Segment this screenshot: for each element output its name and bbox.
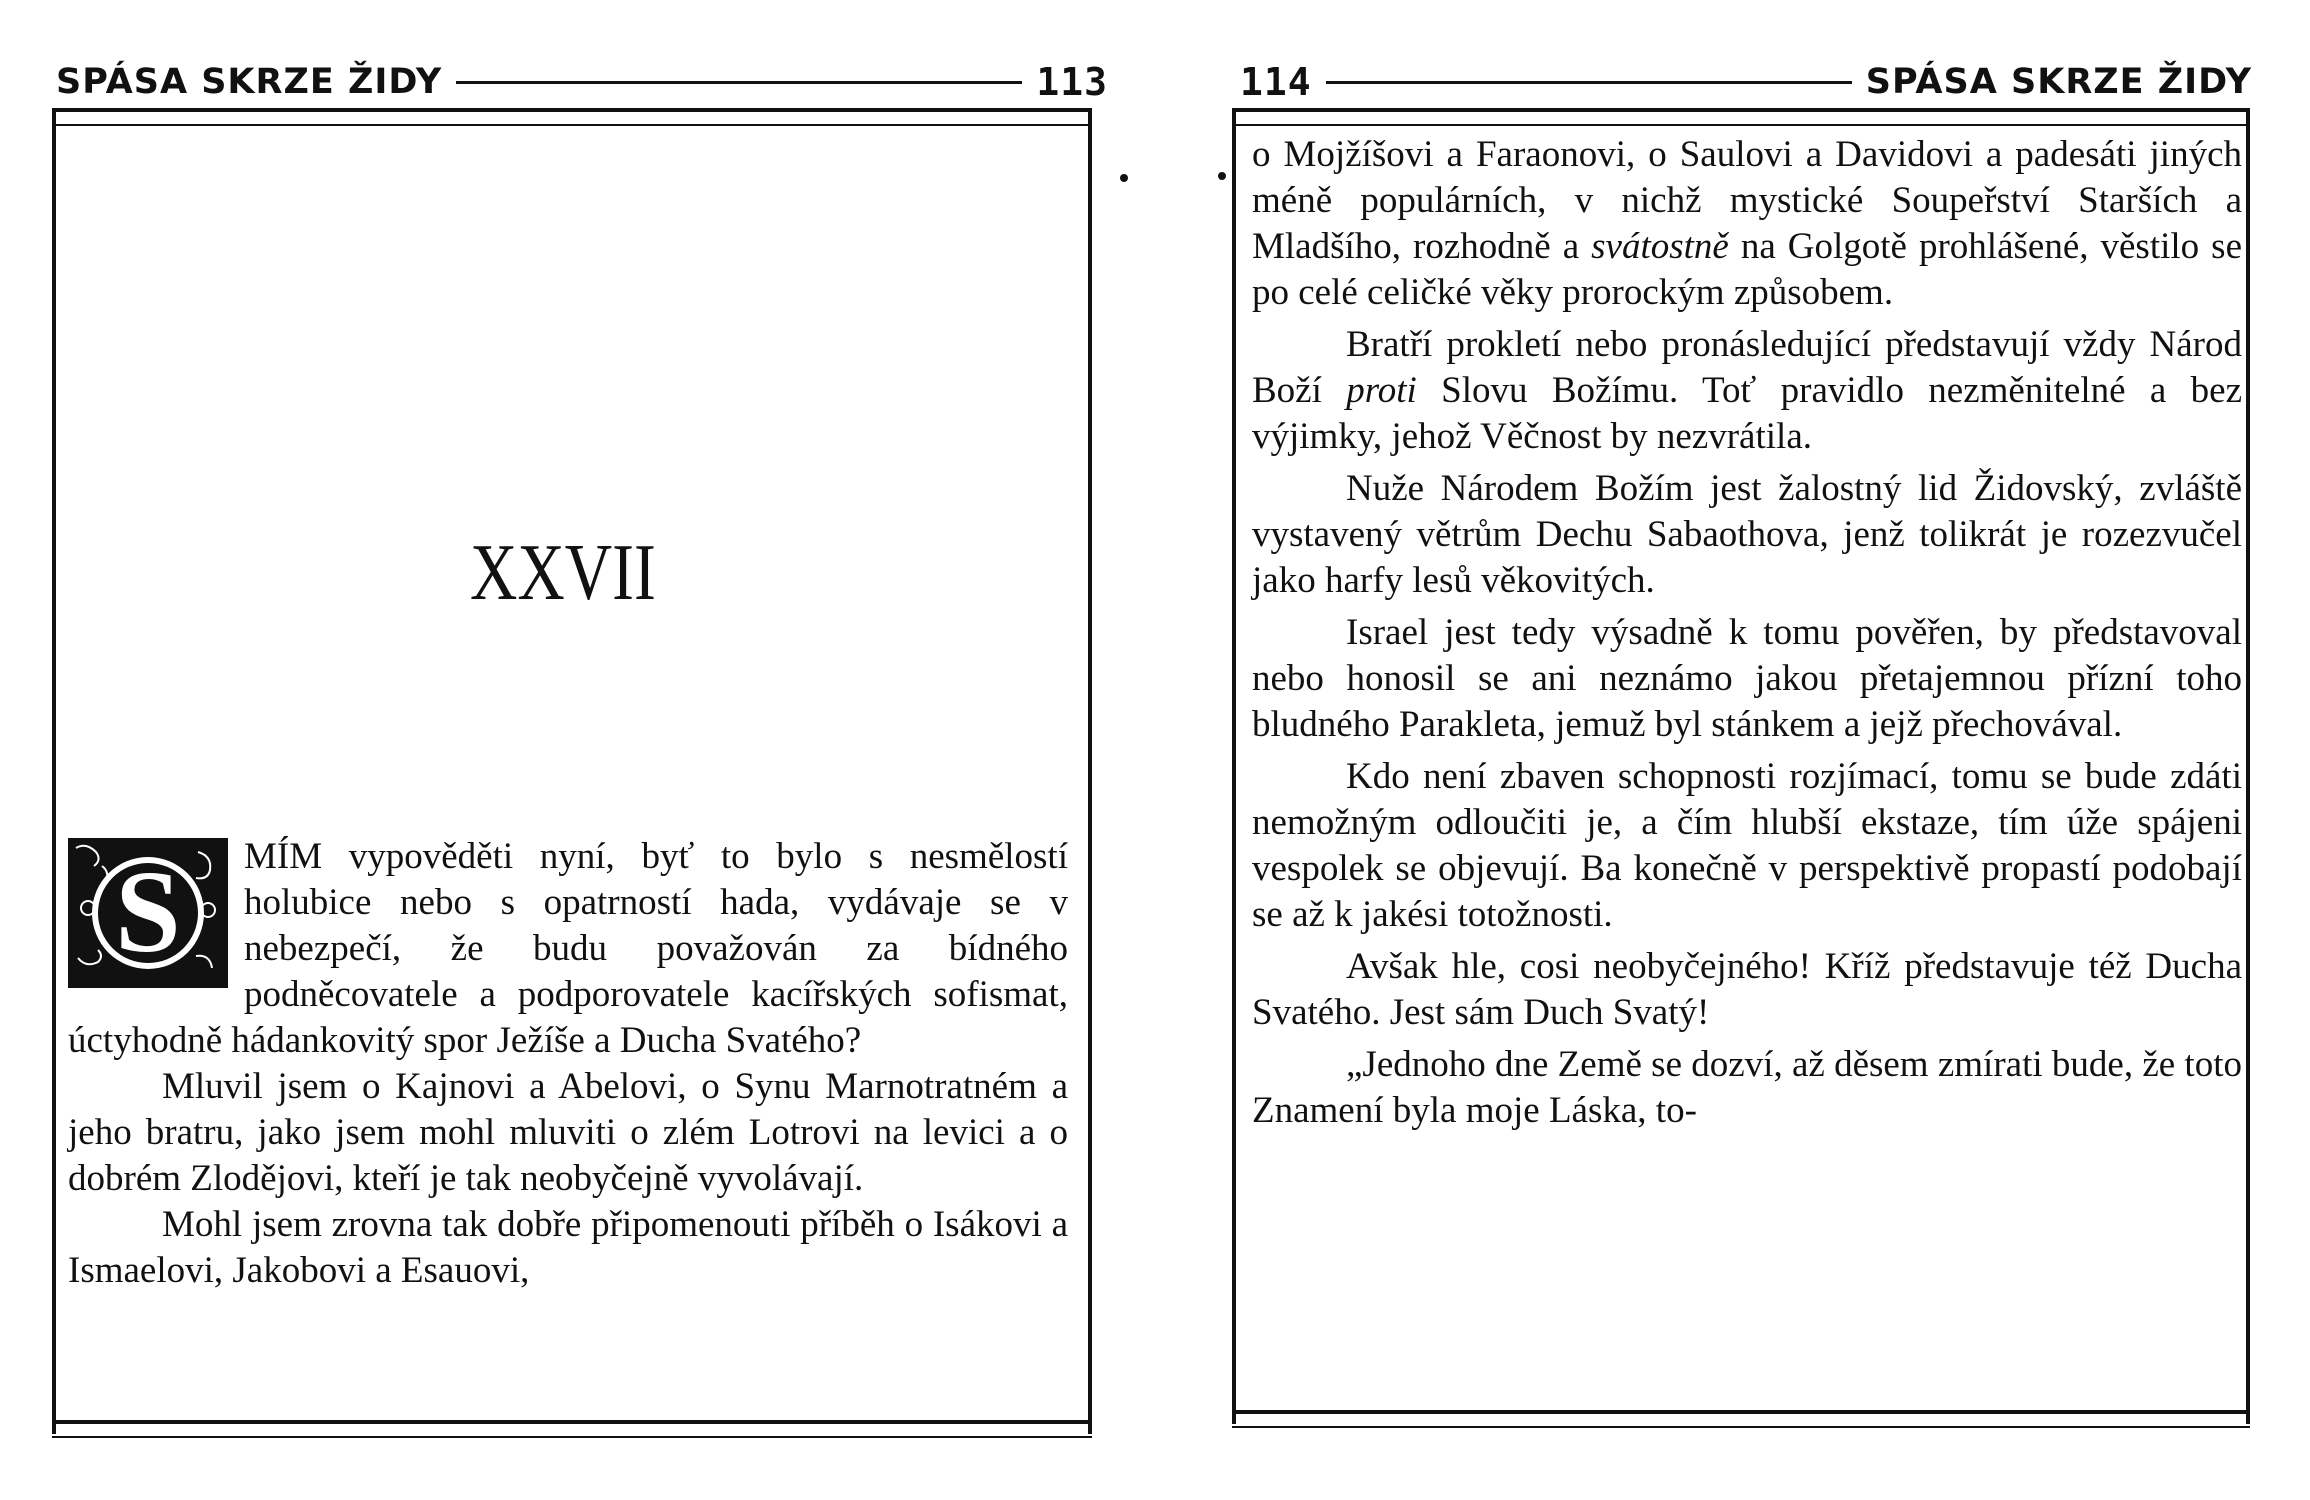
left-running-header [56,52,1108,112]
paragraph-r3: Nuže Národem Božím jest žalostný lid Židovský, zvláště vystavený větrům Dechu Sabaothova, jenž tolikrát je rozezvučel jako harfy lesů věkovitých. [1252,468,2242,601]
right-running-header [1240,52,2252,112]
chapter-number: XXVII [470,529,656,617]
paragraph-r4: Israel jest tedy výsadně k tomu pověřen, by představoval nebo honosil se ani neznámo jakou přetajemnou přízní toho bludného Parakleta, jemuž byl stánkem a jejž přechovával. [1252,612,2242,745]
left-running-head-title: SPÁSA SKRZE ŽIDY [56,62,443,102]
right-running-head-title: SPÁSA SKRZE ŽIDY [1865,62,2252,102]
dropcap-ornament [68,838,228,988]
right-header-rule [1326,81,1852,84]
paragraph-r6: Avšak hle, cosi neobyčejného! Kříž představuje též Ducha Svatého. Jest sám Duch Svatý! [1252,946,2242,1033]
dropcap-letter: S [115,846,181,977]
stray-dot [1120,174,1128,182]
right-page-number: 114 [1240,60,1312,104]
left-text-column [68,834,1068,1294]
stray-dot [1218,172,1226,180]
paragraph-2: Mluvil jsem o Kajnovi a Abelovi, o Synu Marnotratném a jeho bratru, jako jsem mohl mluviti o zlém Lotrovi na levici a o dobrém Zlodějovi, kteří je tak neobyčejně vyvolávají. [68,1066,1068,1199]
left-page-number: 113 [1036,60,1108,104]
paragraph-r1: o Mojžíšovi a Faraonovi, o Saulovi a Davidovi a padesáti jiných méně populárních, v nichž mystické Soupeřství Starších a Mladšího, rozhodně a svátostně na Golgotě prohlášené, věstilo se po celé celičké věky prorockým způsobem. [1252,134,2242,313]
right-text-column [1252,132,2242,1140]
paragraph-1: MÍM vypověděti nyní, byť to bylo s nesmělostí holubice nebo s opatrností hada, vydávaje se v nebezpečí, že budu považován za bídného podněcovatele a podporovatele kacířských sofismat, úctyhodně hádankovitý spor Ježíše a Ducha Svatého? [68,836,1068,1061]
paragraph-r7: „Jednoho dne Země se dozví, až děsem zmírati bude, že toto Znamení byla moje Láska, to- [1252,1044,2242,1131]
paragraph-r2: Bratří prokletí nebo pronásledující představují vždy Národ Boží proti Slovu Božímu. Toť pravidlo nezměnitelné a bez výjimky, jehož Věčnost by nezvrátila. [1252,324,2242,457]
paragraph-3: Mohl jsem zrovna tak dobře připomenouti příběh o Isákovi a Ismaelovi, Jakobovi a Esauovi, [68,1204,1068,1291]
left-header-rule [456,81,1022,84]
paragraph-r5: Kdo není zbaven schopnosti rozjímací, tomu se bude zdáti nemožným odloučiti je, a čím hlubší ekstaze, tím úže spájeni vespolek se objevují. Ba konečně v perspektivě propastí podobají se až k jakési totožnosti. [1252,756,2242,935]
